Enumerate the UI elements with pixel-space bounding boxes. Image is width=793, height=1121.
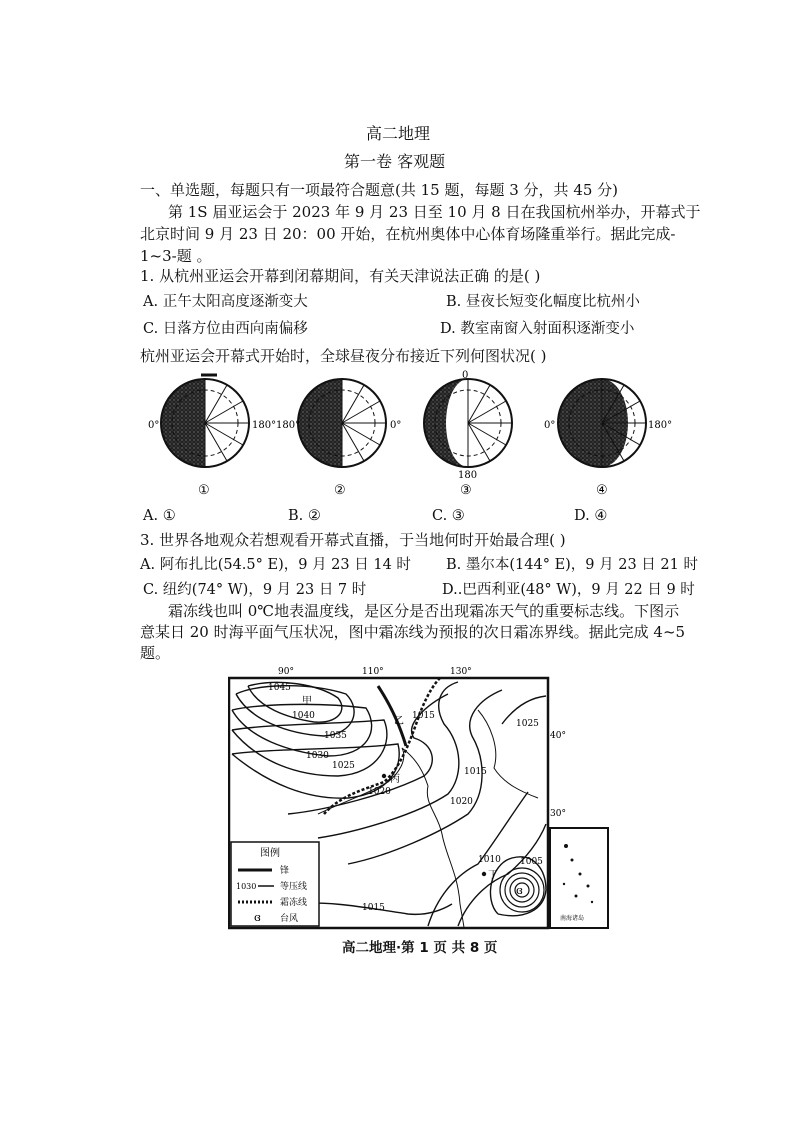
globe-2-right-label: 0° [390, 420, 402, 431]
page-title: 高二地理 [366, 124, 431, 143]
q3-option-c: C. 纽约(74° W)，9 月 23 日 7 时 [143, 582, 367, 598]
q2-option-b: B. ② [288, 508, 321, 524]
legend-frost: 霜冻线 [280, 898, 308, 908]
lon-label-90: 90° [278, 667, 294, 677]
lon-label-130: 130° [450, 667, 472, 677]
globe-4-number: ④ [596, 483, 608, 498]
part1-header: 一、单选题，每题只有一项最符合题意(共 15 题，每题 3 分，共 45 分) [140, 181, 619, 199]
pressure-map-figure [228, 664, 612, 936]
lat-label-40: 40° [550, 731, 566, 741]
isobar-label-1010: 1010 [478, 855, 501, 865]
legend-isobar: 等压线 [280, 882, 308, 892]
isobar-label-1015-b: 1015 [464, 767, 487, 777]
section-title: 第一卷 客观题 [344, 152, 446, 171]
q3-option-a: A. 阿布扎比(54.5° E)，9 月 23 日 14 时 [140, 557, 411, 573]
frost-intro-line-3: 题。 [140, 644, 171, 662]
q3-option-d: D..巴西利亚(48° W)，9 月 22 日 9 时 [442, 582, 695, 598]
place-yi: 乙 [394, 716, 404, 727]
page-footer: 高二地理·第 1 页 共 8 页 [342, 940, 498, 956]
place-jia: 甲 [302, 696, 312, 707]
isobar-label-1020: 1020 [368, 787, 391, 797]
q1-stem: 1. 从杭州亚运会开幕到闭幕期间，有关天津说法正确 的是( ) [140, 267, 541, 285]
isobar-label-1015: 1015 [412, 711, 435, 721]
isobar-label-1020-b: 1020 [450, 797, 473, 807]
q1-option-b: B. 昼夜长短变化幅度比杭州小 [446, 294, 640, 310]
isobar-label-1015-c: 1015 [362, 903, 385, 913]
day-night-globes-figure [140, 368, 700, 502]
isobar-label-1035: 1035 [324, 731, 347, 741]
globe-4 [558, 379, 646, 467]
frost-intro-line-2: 意某日 20 时海平面气压状况，图中霜冻线为预报的次日霜冻界线。据此完成 4~5 [140, 623, 686, 641]
q2-option-a: A. ① [143, 508, 176, 524]
globe-3-number: ③ [460, 483, 472, 498]
intro-line-1: 第 1S 届亚运会于 2023 年 9 月 23 日至 10 月 8 日在我国杭州举办，开幕式于 [168, 203, 701, 221]
place-bing: 丙 [390, 774, 400, 785]
legend-title: 图例 [260, 848, 280, 859]
globe-2-left-label: 180° [276, 420, 301, 431]
globe-2-number: ② [334, 483, 346, 498]
lat-label-30: 30° [550, 809, 566, 819]
inset-frame [550, 828, 608, 928]
q2-stem: 杭州亚运会开幕式开始时，全球昼夜分布接近下列何图状况( ) [140, 347, 547, 365]
isobar-label-1005: 1005 [520, 857, 543, 867]
globe-1-right-label: 180° [252, 420, 277, 431]
isobar-label-1025: 1025 [332, 761, 355, 771]
typhoon-icon: ɞ [516, 884, 523, 897]
inset-label: 南海诸岛 [560, 915, 585, 922]
globe-3-bottom-label: 180 [458, 470, 478, 481]
lon-label-110: 110° [362, 667, 384, 677]
isobar-label-1040: 1040 [292, 711, 315, 721]
globe-3 [424, 379, 512, 467]
q2-option-c: C. ③ [432, 508, 465, 524]
globe-4-right-label: 180° [648, 420, 673, 431]
q2-option-d: D. ④ [574, 508, 608, 524]
isobar-label-1045: 1045 [268, 683, 291, 693]
globe-3-top-label: 0 [462, 370, 469, 381]
frost-intro-line-1: 霜冻线也叫 0℃地表温度线，是区分是否出现霜冻天气的重要标志线。下图示 [168, 602, 680, 620]
globe-4-left-label: 0° [544, 420, 556, 431]
isobar-label-1030: 1030 [306, 751, 329, 761]
q3-stem: 3. 世界各地观众若想观看开幕式直播，于当地何时开始最合理( ) [140, 531, 566, 549]
q1-option-a: A. 正午太阳高度逐渐变大 [143, 294, 308, 310]
legend-front: 锋 [280, 866, 290, 876]
place-ding: 丁 [488, 870, 498, 881]
legend-typhoon: 台风 [280, 914, 299, 924]
intro-line-2: 北京时间 9 月 23 日 20：00 开始，在杭州奥体中心体育场隆重举行。据此完成- [140, 225, 676, 243]
globe-2 [298, 379, 386, 467]
globe-1-left-label: 0° [148, 420, 160, 431]
q3-option-b: B. 墨尔本(144° E)，9 月 23 日 21 时 [446, 557, 698, 573]
q1-option-d: D. 教室南窗入射面积逐渐变小 [440, 321, 635, 337]
legend-isobar-sample: 1030 [236, 882, 257, 891]
q1-option-c: C. 日落方位由西向南偏移 [143, 321, 308, 337]
globe-1-number: ① [198, 483, 210, 498]
intro-line-3: 1~3-题 。 [140, 247, 212, 265]
legend-typhoon-icon: ɞ [254, 911, 261, 924]
isobar-label-1025-b: 1025 [516, 719, 539, 729]
globe-1 [161, 375, 249, 467]
